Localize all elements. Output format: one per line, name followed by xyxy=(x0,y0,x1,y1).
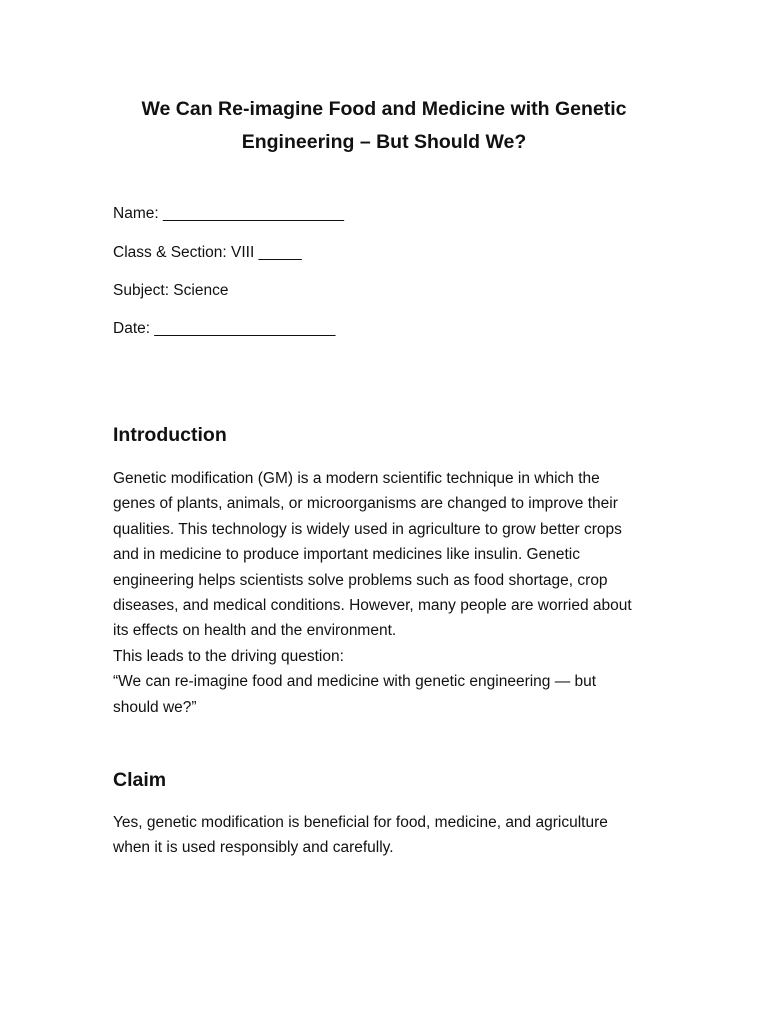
date-field: Date: _____________________ xyxy=(113,320,336,337)
paragraph-line: “We can re-imagine food and medicine with genetic engineering — but xyxy=(113,673,597,691)
paragraph-line: genes of plants, animals, or microorganisms are changed to improve their xyxy=(113,495,618,513)
title-line: Engineering – But Should We? xyxy=(241,131,527,153)
document-title xyxy=(100,93,668,159)
paragraph-line: and in medicine to produce important medicines like insulin. Genetic xyxy=(113,546,580,564)
claim-paragraph xyxy=(113,810,673,861)
paragraph-line: when it is used responsibly and carefully. xyxy=(113,839,394,857)
paragraph-line: Genetic modification (GM) is a modern scientific technique in which the xyxy=(113,470,600,487)
name-field: Name: _____________________ xyxy=(113,205,344,222)
paragraph-line: diseases, and medical conditions. However, many people are worried about xyxy=(113,597,632,615)
paragraph-line: engineering helps scientists solve problems such as food shortage, crop xyxy=(113,571,608,589)
paragraph-line: its effects on health and the environment. xyxy=(113,622,397,640)
paragraph-line: qualities. This technology is widely used in agriculture to grow better crops xyxy=(113,520,622,538)
class-section-field: Class & Section: VIII _____ xyxy=(113,244,302,261)
introduction-heading: Introduction xyxy=(113,424,227,446)
introduction-paragraph xyxy=(113,466,673,720)
subject-field: Subject: Science xyxy=(113,282,229,299)
paragraph-line: This leads to the driving question: xyxy=(113,647,344,665)
claim-heading: Claim xyxy=(113,769,167,791)
paragraph-line: should we?” xyxy=(113,698,197,716)
title-line: We Can Re-imagine Food and Medicine with Genetic xyxy=(141,98,627,120)
paragraph-line: Yes, genetic modification is beneficial for food, medicine, and agriculture xyxy=(113,814,608,831)
